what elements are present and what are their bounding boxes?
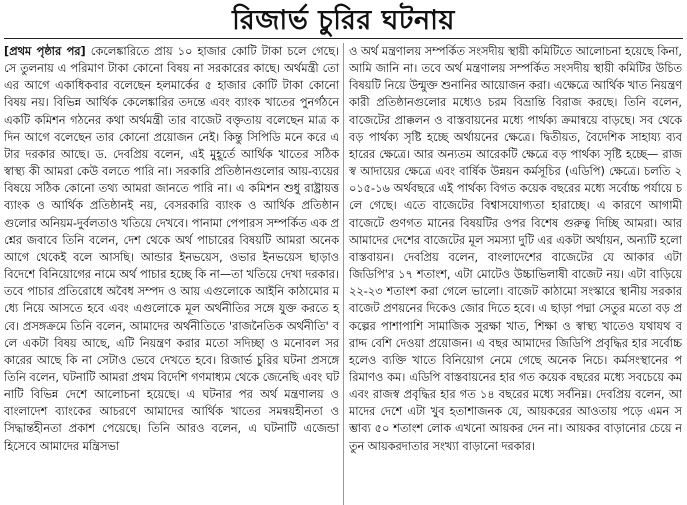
article-headline: রিজার্ভ চুরির ঘটনায় <box>232 5 455 36</box>
left-paragraph <box>4 43 339 455</box>
left-column <box>4 43 343 505</box>
continuation-tag: [প্রথম পৃষ্ঠার পর] <box>4 45 86 58</box>
left-body-text: কেলেঙ্কারিতে প্রায় ১০ হাজার কোটি টাকা চলে গেছে। সে তুলনায় এ পরিমাণ টাকা কোনো বিষয় না সরকারের কাছে। অর্থমন্ত্রী তো এর আগে একাধিকবার বলেছেন হলমার্কের ৫ হাজার কোটি টাকা কোনো বিষয় নয়। বিভিন্ন আর্থিক কেলেঙ্কারির তদন্তে এবং ব্যাংক খাতের পুনর্গঠনে একটি কমিশন গঠনের কথা অর্থমন্ত্রী তার বাজেট বক্তৃতায় বলেছেন মাত্র কদিন আগে বলেছেন তার কোনো প্রয়োজন নেই। কিন্তু সিপিডি মনে করে এটার দরকার আছে। ড. দেবপ্রিয় বলেন, এই মুহূর্তে আর্থিক খাতের সঠিক স্বাস্থ্য কী আমরা কেউ বলতে পারি না। সরকারি প্রতিষ্ঠানগুলোর আয়-ব্যয়ের বিষয়ে সঠিক কোনো তথ্য আমরা জানতে পারি না। এ কমিশন শুধু রাষ্ট্রায়ত্ত ব্যাংক ও আর্থিক প্রতিষ্ঠানই নয়, বেসরকারি ব্যাংক ও আর্থিক প্রতিষ্ঠানগুলোর অনিয়ম-দুর্বলতাও খতিয়ে দেখবে। পানামা পেপারস সম্পর্কিত এক প্রশ্নের জবাবে তিনি বলেন, দেশ থেকে অর্থ পাচারের বিষয়টি আমরা অনেক আগে থেকেই বলে আসছি। আন্ডার ইনভয়েস, ওভার ইনভয়েস ছাড়াও বিদেশে বিনিয়োগের নামে অর্থ পাচার হচ্ছে কি না—তা খতিয়ে দেখা দরকার। তবে পাচার প্রতিরোধে অবৈধ সম্পদ ও আয় এগুলোকে আইনি কাঠামোর মধ্যে নিয়ে আসতে হবে এবং এগুলোকে মূল অর্থনীতির সঙ্গে যুক্ত করতে হবে। প্রসঙ্গক্রমে তিনি বলেন, আমাদের অর্থনীতিতে 'রাজনৈতিক অর্থনীতি' বলে একটা বিষয় আছে, এটি নিয়ন্ত্রণ করার মতো সদিচ্ছা ও মনোবল সরকারের আছে কি না সেটাও ভেবে দেখতে হবে। রিজার্ভ চুরির ঘটনা প্রসঙ্গে তিনি বলেন, ঘটনাটি আমরা প্রথম বিদেশি গণমাধ্যম থেকে জেনেছি এবং ঘটনাটি বিভিন্ন দেশে আলোচনা হয়েছে। এ ঘটনার পর অর্থ মন্ত্রণালয় ও বাংলাদেশ ব্যাংকের আচরণে আমাদের আর্থিক খাতের সমন্বয়হীনতা ও সিদ্ধান্তহীনতা প্রকাশ পেয়েছে। তিনি আরও বলেন, এ ঘটনাটি এজেন্ডা হিসেবে আমাদের মন্ত্রিসভা <box>4 45 339 453</box>
article-columns <box>4 43 683 505</box>
right-column <box>343 43 682 505</box>
right-paragraph <box>349 43 682 455</box>
right-body-text: ও অর্থ মন্ত্রণালয় সম্পর্কিত সংসদীয় স্থায়ী কমিটিতে আলোচনা হয়েছে কিনা, আমি জানি না। তবে অর্থ মন্ত্রণালয় সম্পর্কিত সংসদীয় স্থায়ী কমিটির উচিত বিষয়টি নিয়ে উন্মুক্ত শুনানির আয়োজন করা। এক্ষেত্রে আর্থিক খাত নিয়ন্ত্রণকারী প্রতিষ্ঠানগুলোর মধ্যেও চরম বিভ্রান্তি বিরাজ করছে। তিনি বলেন, বাজেটের প্রাক্কলন ও বাস্তবায়নের মধ্যে পার্থক্য ক্রমান্বয়ে বাড়ছে। সব থেকে বড় পার্থক্য সৃষ্টি হচ্ছে অর্থায়নের ক্ষেত্রে। দ্বিতীয়ত, বৈদেশিক সাহায্য ব্যবহারের ক্ষেত্রে। আর অন্যতম আরেকটি ক্ষেত্রে বড় পার্থক্য সৃষ্টি হচ্ছে— রাজস্ব আদায়ের ক্ষেত্রে এবং বার্ষিক উন্নয়ন কর্মসূচির (এডিপি) ক্ষেত্রে। চলতি ২০১৫-১৬ অর্থবছরে এই পার্থক্য বিগত কয়েক বছরের মধ্যে সর্বোচ্চ পর্যায়ে চলে গেছে। এতে বাজেটের বিশ্বাসযোগ্যতা হারাচ্ছে। এ কারণে আগামী বাজেটে গুণগত মানের বিষয়টির ওপর বিশেষ গুরুত্ব দিচ্ছি আমরা। আর আমাদের দেশের বাজেটের মূল সমস্যা দুটি এর একটা অর্থায়ন, অন্যটি হলো বাস্তবায়ন। দেবপ্রিয় বলেন, বাংলাদেশের বাজেটের যে আকার এটা জিডিপি'র ১৭ শতাংশ, এটা মোটেও উচ্চাভিলাষী বাজেট নয়। এটা বাড়িয়ে ২২-২৩ শতাংশ করা গেলে ভালো। বাজেট কাঠামো সংস্কারে স্থানীয় সরকার বাজেট প্রণয়নের দিকেও জোর দিতে হবে। এ ছাড়া পদ্মা সেতুর মতো বড় প্রকল্পের পাশাপাশি সামাজিক সুরক্ষা খাত, শিক্ষা ও স্বাস্থ্য খাতেও যথাযথ বরাদ্দ বেশি দেওয়া প্রয়োজন। এ বছর আমাদের জিডিপি প্রবৃদ্ধির হার সর্বোচ্চ হলেও ব্যক্তি খাতে বিনিয়োগ নেমে গেছে অনেক নিচে। কর্মসংস্থানের পরিমাণও কম। এডিপি বাস্তবায়নের হার গত কয়েক বছরের মধ্যে সবচেয়ে কম এবং রাজস্ব প্রবৃদ্ধির হার গত ১৪ বছরের মধ্যে সর্বনিম্ন। দেবপ্রিয় বলেন, আমাদের দেশে এটা খুব হতাশাজনক যে, আয়করের আওতায় পড়ে এমন সম্ভাব্য ৫০ শতাংশ লোক এখনো আয়কর দেন না। আয়কর বাড়ানোর চেয়ে নতুন আয়করদাতার সংখ্যা বাড়ানো দরকার। <box>349 45 682 453</box>
headline-bar <box>4 4 683 39</box>
